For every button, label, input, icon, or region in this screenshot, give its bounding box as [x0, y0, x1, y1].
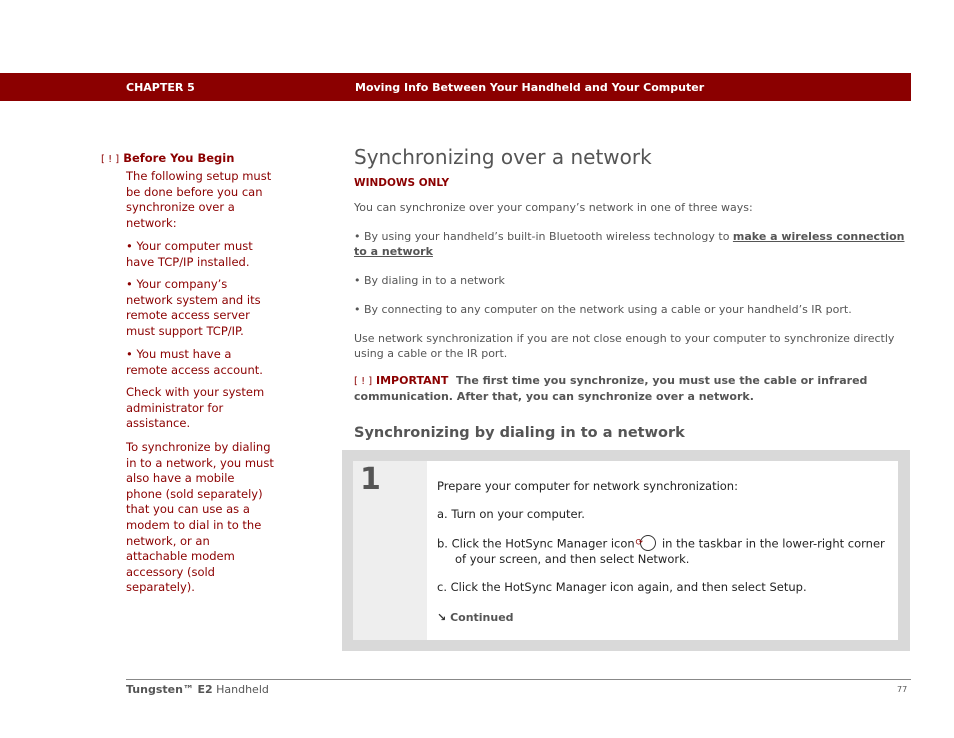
network-sync-paragraph: Use network synchronization if you are not close enough to your computer to synchronize directly using a cable or the IR port.	[354, 332, 895, 360]
step-item-b-post: in the taskbar in the lower-right corner of your screen, and then select Network.	[455, 536, 885, 566]
step-item-b	[437, 536, 892, 567]
sidebar-bullet: • You must have a remote access account.	[126, 347, 263, 377]
sidebar-heading-row	[101, 151, 276, 168]
hotsync-manager-icon: ⟳	[640, 535, 656, 551]
step-item-c: c. Click the HotSync Manager icon again, and then select Setup.	[437, 580, 807, 594]
bullet-dialing: • By dialing in to a network	[354, 274, 505, 287]
continued-label: Continued	[450, 611, 514, 624]
bullet-bluetooth	[354, 230, 909, 259]
footer-product-brand: Tungsten™	[126, 683, 194, 696]
sidebar	[101, 151, 276, 168]
step-item-a: a. Turn on your computer.	[437, 507, 585, 521]
section-title: Synchronizing by dialing in to a network	[354, 425, 685, 441]
bullet-cable: • By connecting to any computer on the network using a cable or your handheld’s IR port.	[354, 303, 852, 316]
sidebar-dialing: To synchronize by dialing in to a network, you must also have a mobile phone (sold separately) that you can use as a modem to dial in to the network, or an attachable modem accessory (sold separately).	[126, 440, 274, 595]
important-label: IMPORTANT	[376, 374, 449, 387]
important-text: The first time you synchronize, you must use the cable or infrared communication. After that, you can synchronize over a network.	[354, 374, 868, 403]
page-number: 77	[897, 685, 908, 694]
windows-only-subtitle: WINDOWS ONLY	[354, 177, 450, 189]
sidebar-bullet: • Your company’s network system and its remote access server must support TCP/IP.	[126, 277, 261, 338]
step-number: 1	[360, 462, 381, 497]
intro-text: You can synchronize over your company’s network in one of three ways:	[354, 201, 753, 214]
sidebar-heading: Before You Begin	[123, 151, 235, 165]
bullet-bluetooth-text: • By using your handheld’s built-in Bluetooth wireless technology to	[354, 230, 733, 243]
page-title: Synchronizing over a network	[354, 145, 652, 169]
sidebar-body	[126, 169, 276, 231]
important-marker-icon: [ ! ]	[354, 376, 373, 387]
important-note	[354, 374, 909, 404]
tip-marker-icon: [ ! ]	[101, 154, 120, 165]
chapter-title: Moving Info Between Your Handheld and Your Computer	[355, 81, 705, 94]
wireless-connection-link[interactable]: make a wireless connection to a network	[354, 230, 905, 258]
footer-product-type: Handheld	[216, 683, 269, 696]
footer-product	[126, 683, 269, 696]
footer-divider	[126, 679, 911, 680]
sidebar-intro: The following setup must be done before you can synchronize over a network:	[126, 169, 272, 230]
step-lead: Prepare your computer for network synchronization:	[437, 479, 738, 493]
continued-link[interactable]	[437, 611, 514, 624]
chapter-label: CHAPTER 5	[126, 81, 195, 94]
footer-product-model: E2	[197, 683, 213, 696]
continued-arrow-icon: ↘	[437, 611, 447, 624]
sidebar-check: Check with your system administrator for assistance.	[126, 385, 265, 431]
sidebar-bullet: • Your computer must have TCP/IP installed.	[126, 239, 253, 269]
step-item-b-pre: b. Click the HotSync Manager icon	[437, 536, 635, 551]
